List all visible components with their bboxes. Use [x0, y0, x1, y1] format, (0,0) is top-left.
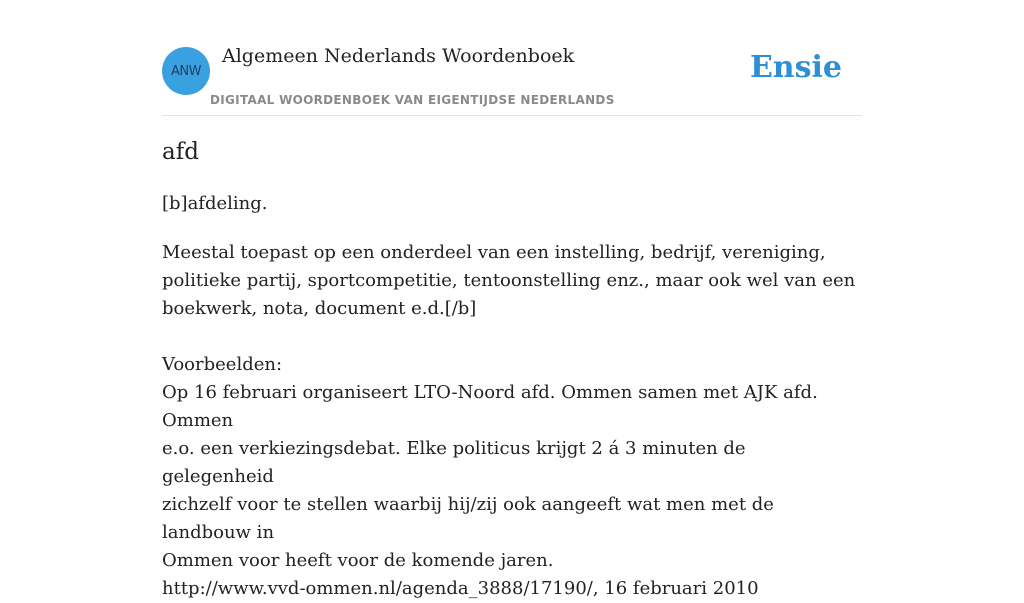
- explanation-line: boekwerk, nota, document e.d.[/b]: [162, 298, 477, 319]
- headword: afd: [162, 139, 199, 165]
- example-line: Op 16 februari organiseert LTO-Noord afd. Ommen samen met AJK afd. Ommen: [162, 382, 818, 431]
- anw-logo[interactable]: [162, 47, 210, 95]
- explanation-line: Meestal toepast op een onderdeel van een instelling, bedrijf, vereniging,: [162, 242, 826, 263]
- logo-text: ANW: [171, 63, 201, 79]
- explanation-line: politieke partij, sportcompetitie, tentoonstelling enz., maar ook wel van een: [162, 270, 856, 291]
- page: [162, 0, 862, 599]
- definition: [b]afdeling.: [162, 193, 268, 214]
- example-line: zichzelf voor te stellen waarbij hij/zij ook aangeeft wat men met de landbouw in: [162, 494, 774, 543]
- site-title[interactable]: Algemeen Nederlands Woordenboek: [222, 45, 575, 67]
- examples-label: Voorbeelden:: [162, 354, 283, 375]
- site-subtitle: DIGITAAL WOORDENBOEK VAN EIGENTIJDSE NEDERLANDS: [210, 93, 615, 107]
- example-line: Ommen voor heeft voor de komende jaren.: [162, 550, 554, 571]
- example-source: http://www.vvd-ommen.nl/agenda_3888/17190/, 16 februari 2010: [162, 578, 759, 599]
- entry-body: [162, 239, 862, 603]
- site-header: [162, 0, 862, 116]
- example-line: e.o. een verkiezingsdebat. Elke politicus krijgt 2 á 3 minuten de gelegenheid: [162, 438, 746, 487]
- ensie-brand-link[interactable]: Ensie: [749, 50, 842, 85]
